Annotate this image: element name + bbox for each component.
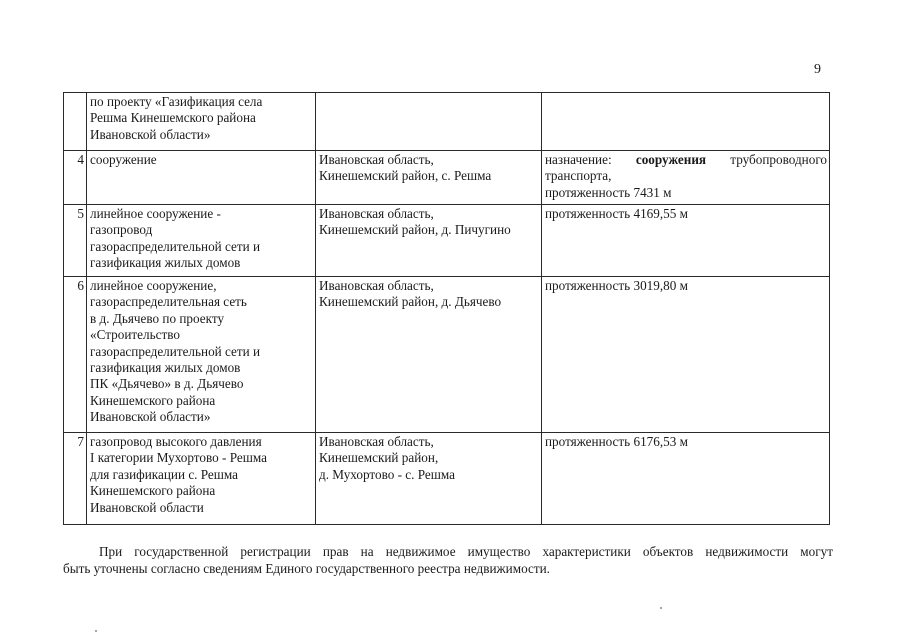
object-name-line: газификация жилых домов xyxy=(90,360,241,376)
table-row xyxy=(64,151,830,205)
address-line: д. Мухортово - с. Решма xyxy=(319,466,456,482)
object-name-line: газораспределительной сети и xyxy=(90,343,261,359)
address-line: Кинешемский район, с. Решма xyxy=(319,168,492,184)
object-name-line: Решма Кинешемского района xyxy=(90,110,256,126)
characteristics-cell xyxy=(542,433,830,525)
object-name-line: для газификации с. Решма xyxy=(90,466,239,482)
address-cell xyxy=(316,277,542,433)
object-name-line: газификация жилых домов xyxy=(90,255,241,271)
row-number-cell: 5 xyxy=(64,205,87,277)
purpose-line xyxy=(545,152,827,168)
object-name-cell xyxy=(87,433,316,525)
purpose-value: трубопроводного xyxy=(730,152,827,167)
characteristics-cell xyxy=(542,93,830,151)
registration-note-line: При государственной регистрации прав на недвижимое имущество характеристики объектов недвижимости могут xyxy=(99,544,833,559)
address-line: Ивановская область, xyxy=(319,206,434,221)
object-name-line: I категории Мухортово - Решма xyxy=(90,450,267,466)
scan-speck xyxy=(95,630,97,632)
object-name-cell xyxy=(87,93,316,151)
object-name-line: линейное сооружение, xyxy=(90,278,217,293)
purpose-label: назначение: xyxy=(545,152,612,167)
registration-note xyxy=(63,543,833,577)
registration-note-line: быть уточнены согласно сведениям Единого государственного реестра недвижимости. xyxy=(63,561,550,576)
address-line: Кинешемский район, xyxy=(319,450,439,466)
row-number-cell xyxy=(64,93,87,151)
object-name-line: Ивановской области xyxy=(90,499,204,515)
object-name-line: газораспределительной сети и xyxy=(90,238,261,254)
object-name-line: газопровод высокого давления xyxy=(90,434,262,449)
characteristics-cell xyxy=(542,205,830,277)
address-cell xyxy=(316,93,542,151)
table-row xyxy=(64,277,830,433)
characteristics-line: протяженность 6176,53 м xyxy=(545,434,688,449)
characteristics-cell xyxy=(542,277,830,433)
characteristics-line: транспорта, xyxy=(545,168,612,184)
address-line: Кинешемский район, д. Дьячево xyxy=(319,294,502,310)
page-number: 9 xyxy=(814,62,821,77)
object-name-cell xyxy=(87,205,316,277)
address-cell xyxy=(316,205,542,277)
address-cell xyxy=(316,433,542,525)
address-cell xyxy=(316,151,542,205)
object-name-line: по проекту «Газификация села xyxy=(90,94,263,109)
object-name-line: Ивановской области» xyxy=(90,409,211,425)
row-number-cell: 4 xyxy=(64,151,87,205)
object-name-line: сооружение xyxy=(90,152,157,167)
object-name-line: «Строительство xyxy=(90,327,180,343)
purpose-value-bold: сооружения xyxy=(635,152,707,167)
table-row xyxy=(64,433,830,525)
object-name-line: в д. Дьячево по проекту xyxy=(90,310,225,326)
object-name-line: газораспределительная сеть xyxy=(90,294,247,310)
address-line: Ивановская область, xyxy=(319,152,434,167)
object-name-line: газопровод xyxy=(90,222,153,238)
row-number-cell: 6 xyxy=(64,277,87,433)
address-line: Ивановская область, xyxy=(319,278,434,293)
object-name-line: ПК «Дьячево» в д. Дьячево xyxy=(90,376,244,392)
object-name-line: Кинешемского района xyxy=(90,483,216,499)
characteristics-line: протяженность 7431 м xyxy=(545,184,672,200)
row-number-cell: 7 xyxy=(64,433,87,525)
characteristics-cell xyxy=(542,151,830,205)
object-name-line: Ивановской области» xyxy=(90,126,211,142)
address-line: Ивановская область, xyxy=(319,434,434,449)
table-row xyxy=(64,205,830,277)
address-line: Кинешемский район, д. Пичугино xyxy=(319,222,511,238)
object-name-cell xyxy=(87,151,316,205)
characteristics-line: протяженность 4169,55 м xyxy=(545,206,688,221)
object-name-line: линейное сооружение - xyxy=(90,206,221,221)
characteristics-line: протяженность 3019,80 м xyxy=(545,278,688,293)
scan-speck xyxy=(660,607,662,609)
table-row xyxy=(64,93,830,151)
property-table xyxy=(63,92,830,525)
object-name-cell xyxy=(87,277,316,433)
object-name-line: Кинешемского района xyxy=(90,392,216,408)
